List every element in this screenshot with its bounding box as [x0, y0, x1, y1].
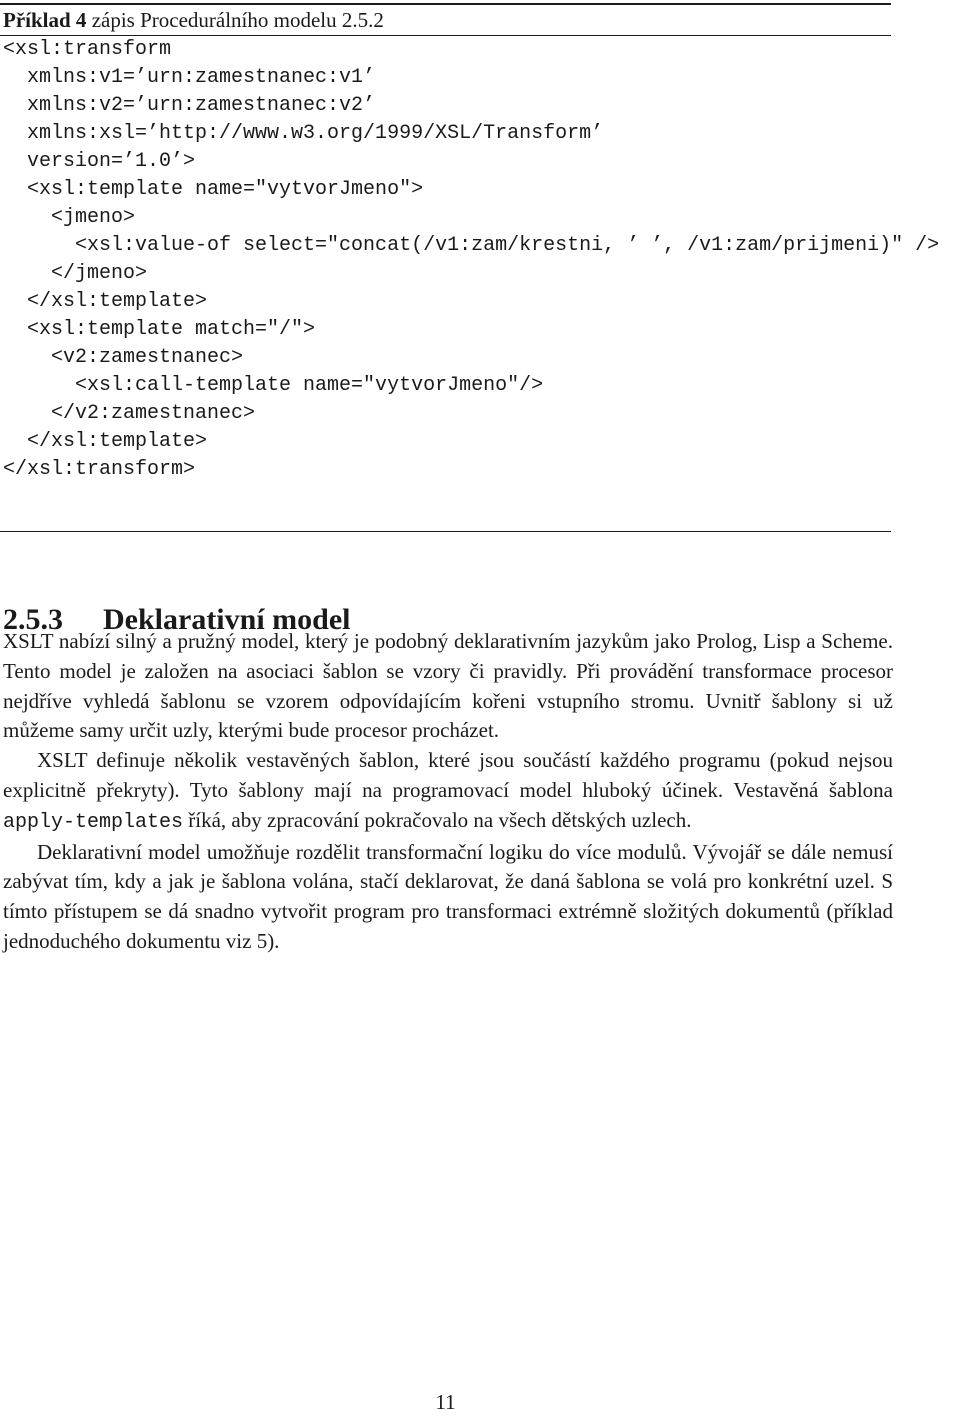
code-line: </jmeno>: [3, 262, 148, 285]
code-line: <xsl:transform: [3, 38, 172, 61]
code-line: <xsl:template name="vytvorJmeno">: [3, 178, 424, 201]
code-line: </xsl:template>: [3, 430, 208, 453]
example-caption-text: zápis Procedurálního modelu 2.5.2: [91, 8, 384, 32]
code-line: <v2:zamestnanec>: [3, 346, 244, 369]
code-line: <xsl:template match="/">: [3, 318, 316, 341]
page-number: 11: [435, 1390, 456, 1414]
code-line: </xsl:template>: [3, 290, 208, 313]
example-bottom-rule: [0, 531, 891, 532]
code-line: xmlns:v1=’urn:zamestnanec:v1’: [3, 66, 376, 89]
paragraph: XSLT nabízí silný a pružný model, který je podobný deklarativním jazykům jako Prolog, Lisp a Scheme. Tento model je založen na asociaci šablon se vzory či pravidly. Při provádění transformace procesor nejdříve vyhledá šablonu se vzorem odpovídajícím kořeni vstupního stromu. Uvnitř šablony si už můžeme samy určit uzly, kterými bude procesor procházet.: [3, 629, 893, 743]
code-line: xmlns:xsl=’http://www.w3.org/1999/XSL/Transform’: [3, 122, 604, 145]
section-title: Deklarativní model: [103, 602, 351, 636]
code-line: </v2:zamestnanec>: [3, 402, 256, 425]
paragraph-text: říká, aby zpracování pokračovalo na všech dětských uzlech.: [183, 807, 692, 832]
code-line: <xsl:call-template name="vytvorJmeno"/>: [3, 374, 544, 397]
code-line: <jmeno>: [3, 206, 136, 229]
code-line: <xsl:value-of select="concat(/v1:zam/krestni, ’ ’, /v1:zam/prijmeni)" />: [3, 234, 940, 257]
code-line: version=’1.0’>: [3, 150, 196, 173]
section-number: 2.5.3: [3, 602, 63, 636]
paragraph: Deklarativní model umožňuje rozdělit transformační logiku do více modulů. Vývojář se dále nemusí zabývat tím, kdy a jak je šablona volána, stačí deklarovat, že daná šablona se volá pro konkrétní uzel. S tímto přístupem se dá snadno vytvořit program pro transformaci extrémně složitých dokumentů (příklad jednoduchého dokumentu viz 5).: [3, 839, 893, 953]
code-line: xmlns:v2=’urn:zamestnanec:v2’: [3, 94, 376, 117]
paragraph-text: XSLT definuje několik vestavěných šablon, které jsou součástí každého programu (pokud nejsou explicitně překryty). Tyto šablony mají na programovací model hluboký účinek. Vestavěná šablona: [3, 748, 893, 802]
inline-code: apply-templates: [3, 810, 184, 834]
example-top-rule: [0, 3, 891, 5]
body-text: [3, 627, 893, 957]
code-listing: [3, 36, 939, 484]
example-caption: [3, 7, 384, 33]
example-label: Příklad 4: [3, 8, 87, 32]
code-line: </xsl:transform>: [3, 458, 196, 481]
paragraph: [3, 746, 893, 837]
